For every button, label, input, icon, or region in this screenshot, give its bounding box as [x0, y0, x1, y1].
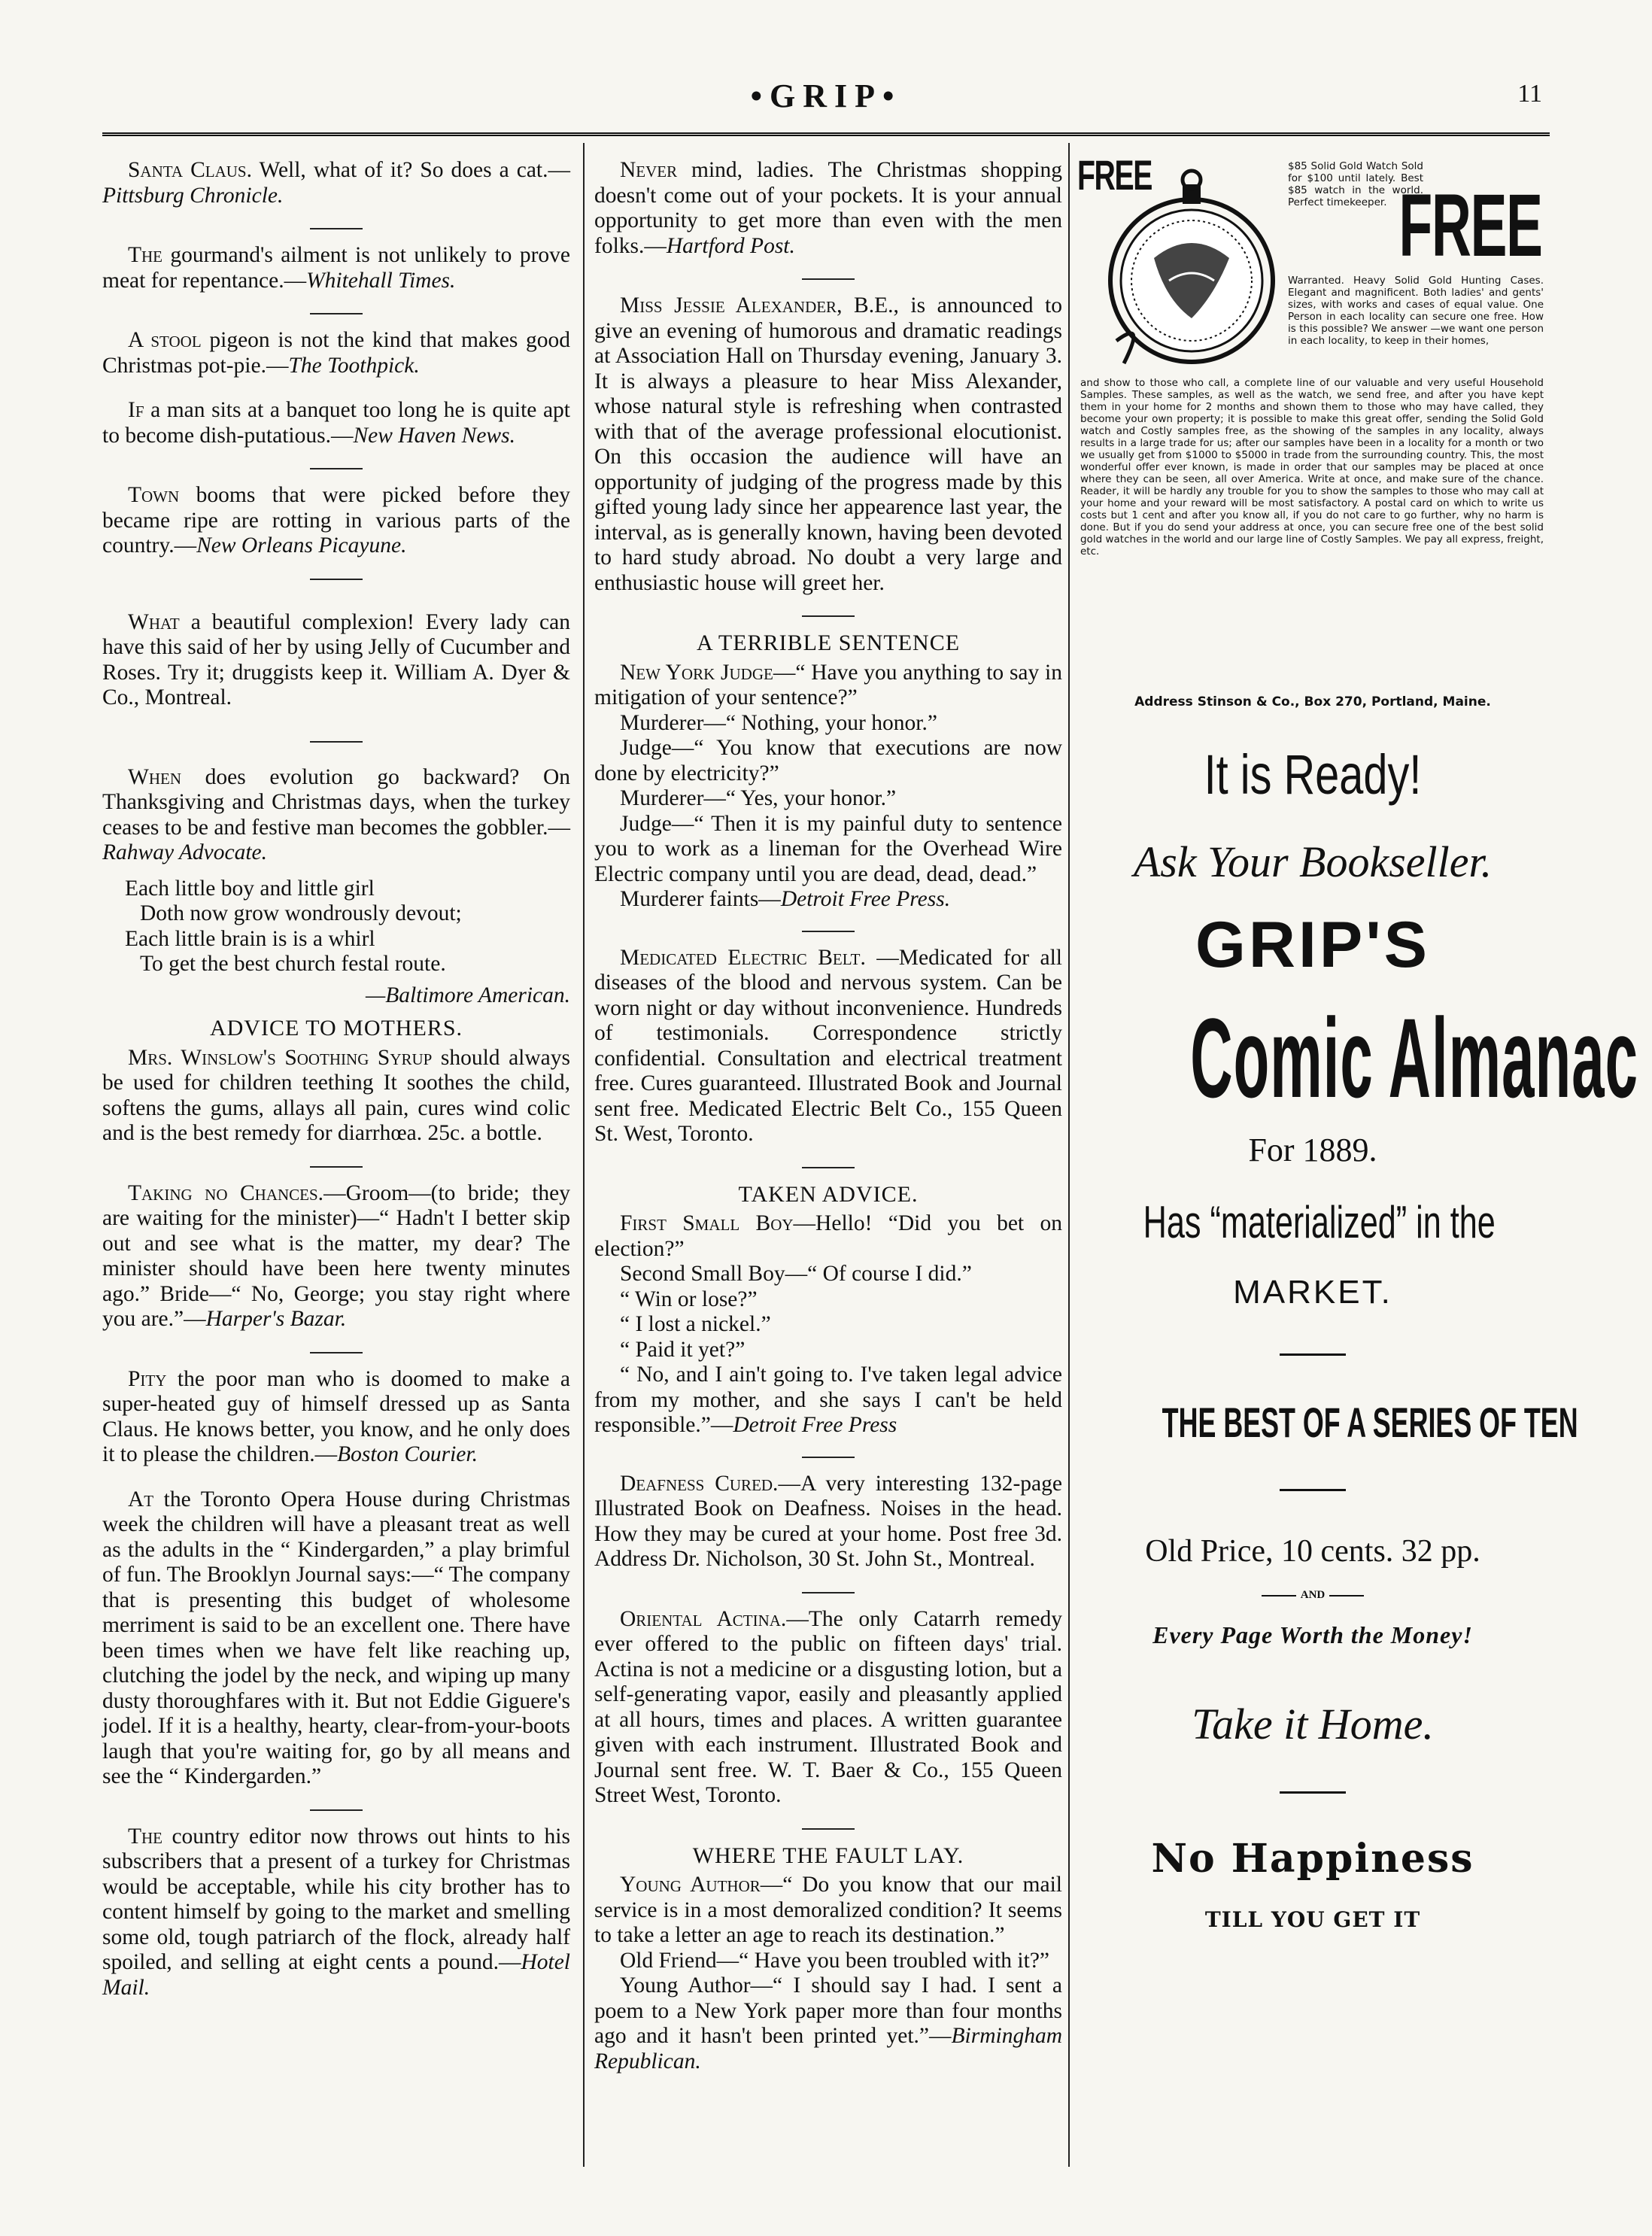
item-advice: Mrs. Winslow's Soothing Syrup should always be used for children teething It soothes the child, softens the gums, allays all pain, cures wind colic and is the best remedy for diarrhœa. 25c. a bottle.: [102, 1045, 571, 1145]
masthead: •GRIP•: [750, 77, 902, 114]
grips-title: GRIP'S: [1195, 909, 1431, 981]
separator: [802, 1828, 855, 1830]
item-alexander: Miss Jessie Alexander, B.E., is announced to give an evening of humorous and dramatic readings at Association Hall on Thursday evening, January 3. It is always a pleasure to hear Miss Alexander, whose natural style is refreshing when contrasted with that of the average professional elocutionist. On this occasion the audience will have an opportunity of judging of the progress made by this gifted young lady since her appearence last year, the interval, as is generally known, having been devoted to hard study abroad. No doubt a very large and enthusiastic house will greet her.: [594, 293, 1062, 595]
separator: [310, 313, 363, 314]
item-booms: Town booms that were picked before they became ripe are rotting in various parts of the country.—New Orleans Picayune.: [102, 483, 570, 557]
no-happiness: No Happiness: [1151, 1836, 1474, 1882]
fault-heading: WHERE THE FAULT LAY.: [692, 1843, 964, 1868]
separator: [310, 1166, 363, 1168]
ready-line: It is Ready!: [1204, 743, 1422, 806]
item-complexion: What a beautiful complexion! Every lady can have this said of her by using Jelly of Cucumber and Roses. Try it; druggists keep it. William A. Dyer & Co., Montreal.: [102, 609, 570, 709]
item-belt: Medicated Electric Belt. —Medicated for all diseases of the blood and nervous system. Can be worn night or day without inconvenience. Hundreds of testimonials. Correspondence strictly confidential. Consultation and electrical treatment free. Cures guaranteed. Illustrated Book and Journal sent free. Medicated Electric Belt Co., 155 Queen St. West, Toronto.: [594, 945, 1062, 1146]
separator: [310, 579, 363, 580]
almanac-advertisement: [1077, 743, 1639, 1932]
item-gourmand: The gourmand's ailment is not unlikely to prove meat for repentance.—Whitehall Times.: [102, 243, 570, 293]
column-1: [102, 158, 570, 2020]
free-right-label: FREE: [1398, 176, 1542, 275]
free-left-label: FREE: [1077, 151, 1152, 199]
price-line: Old Price, 10 cents. 32 pp.: [1145, 1534, 1480, 1569]
year-line: For 1889.: [1248, 1132, 1377, 1168]
watch-advertisement: FREE FREE $85 Solid Gold Watch Sold for $100 until lately. Best $85 watch in the world. Perfect timekeeper. Warranted. Heavy Solid Gold Hunting Cases. Elegant and magnificent. Both ladies' and gents' sizes, with works and cases of equal value. One Person in each locality can secure one free. How is this possible? We answer —we want one person in each locality, to keep in their homes, and show to those who call, a complete line of our valuable and very useful Household Samples. These samples, as well as the watch, we send free, and after you have kept them in your home for 2 months and shown them to those who may have called, they become your own property; it is possible to make this great offer, sending the Solid Gold watch and Costly samples free, as the showing of the samples in any locality, always results in a large trade for us; after our samples have been in a locality for a month or two we usually get from $1000 to $5000 in trade from the surrounding country. This, the most wonderful offer ever known, is made in order that our samples may be placed at once where they can be seen, all over America. Write at once, and make sure of the chance. Reader, it will be hardly any trouble for you to show the samples to those who may call at your home and your reward will be most satisfactory. A postal card on which to write us costs but 1 cent and after you know all, if you do not care to go further, why no harm is done. But if you do send your address at once, you can secure free one of the best solid gold watches in the world and our large line of Costly Samples. We pay all express, freight, etc. Address Stinson & Co., Box 270, Portland, Maine.: [1077, 154, 1548, 726]
item-evolution: When does evolution go backward? On Thanksgiving and Christmas days, when the turkey ceases to be and festive man becomes the gobbler.—Rahway Advocate.: [102, 764, 570, 864]
taken-dialogue: First Small Boy—Hello! “Did you bet on election?” Second Small Boy—“ Of course I did.” “ Win or lose?” “ I lost a nickel.” “ Paid it yet?” “ No, and I ain't going to. I've taken legal advice from my mother, and she says I can't be held responsible.”—Detroit Free Press: [594, 1211, 1062, 1437]
separator: [310, 468, 363, 469]
item-editor: The country editor now throws out hints to his subscribers that a present of a turkey for Christmas would be acceptable, while his city brother has to content himself by going to the market and smelling some old, tough patriarch of the flock, already half spoiled, and selling at eight cents a pound.—Hotel Mail.: [102, 1824, 570, 2000]
header-rule: [102, 132, 1550, 136]
separator: [310, 741, 363, 743]
item-pity: Pity the poor man who is doomed to make a super-heated guy of himself dressed up as Santa Claus. He knows better, you know, and he only does it to please the children.—Boston Courier.: [102, 1366, 570, 1466]
item-deafness: Deafness Cured.—A very interesting 132-page Illustrated Book on Deafness. Noises in the head. How they may be cured at your home. Post free 3d. Address Dr. Nicholson, 30 St. John St., Montreal.: [594, 1471, 1062, 1571]
separator: [802, 1457, 855, 1458]
separator: [310, 1809, 363, 1811]
separator: [802, 278, 855, 280]
poem: Each little boy and little girl Doth now grow wondrously devout; Each little brain is is a whirl To get the best church festal route. —Baltimore American.: [125, 876, 570, 1007]
terrible-dialogue: New York Judge—“ Have you anything to say in mitigation of your sentence?” Murderer—“ Nothing, your honor.” Judge—“ You know that executions are now done by electricity?” Murderer—“ Yes, your honor.” Judge—“ Then it is my painful duty to sentence you to work as a lineman for the Overhead Wire Electric company until you are dead, dead, dead.” Murderer faints—Detroit Free Press.: [594, 660, 1062, 911]
item-actina: Oriental Actina.—The only Catarrh remedy ever offered to the public on fifteen days' trial. Actina is not a medicine or a disgusting lotion, but a self-generating vapor, easily and pleasantly applied at all hours, times and places. A written guarantee given with each instrument. Illustrated Book and Journal sent free. W. T. Baer & Co., 155 Queen Street West, Toronto.: [594, 1606, 1062, 1807]
separator: [802, 1167, 855, 1168]
page-number: 11: [1517, 80, 1542, 108]
divider: [1280, 1791, 1346, 1794]
item-santa: Santa Claus. Well, what of it? So does a cat.—Pittsburg Chronicle.: [102, 158, 570, 208]
separator: [310, 228, 363, 229]
column-rule-1: [583, 143, 585, 2167]
pocket-watch-illustration: [1094, 168, 1282, 371]
item-pigeon: A stool pigeon is not the kind that makes good Christmas pot-pie.—The Toothpick.: [102, 328, 571, 378]
item-banquet: If a man sits at a banquet too long he is quite apt to become dish-putatious.—New Haven News.: [102, 398, 570, 448]
comic-almanac-title: Comic Almanac: [1190, 995, 1639, 1121]
best-of-series: THE BEST OF A SERIES OF TEN: [1162, 1399, 1578, 1446]
fault-dialogue: Young Author—“ Do you know that our mail service is in a most demoralized condition? It seems to take a letter an age to reach its destination.” Old Friend—“ Have you been troubled with it?” Young Author—“ I should say I had. I sent a poem to a New York paper more than four months ago and it hasn't been printed yet.”—Birmingham Republican.: [594, 1873, 1062, 2073]
separator: [802, 615, 855, 617]
advice-heading: ADVICE TO MOTHERS.: [209, 1016, 463, 1041]
advertisement-column: [1077, 151, 1639, 1932]
separator: [802, 931, 855, 932]
divider: [1280, 1489, 1346, 1491]
ask-bookseller: Ask Your Bookseller.: [1133, 837, 1493, 886]
separator: [310, 1352, 363, 1353]
every-page-line: Every Page Worth the Money!: [1152, 1621, 1473, 1648]
watch-ad-address: Address Stinson & Co., Box 270, Portland, Maine.: [1134, 694, 1491, 709]
till-you-get-it: TILL YOU GET IT: [1204, 1907, 1421, 1932]
column-2: [594, 158, 1062, 2074]
materialized-line: Has “materialized” in the: [1143, 1197, 1496, 1247]
page-header: [102, 77, 1550, 122]
item-never-mind: Never mind, ladies. The Christmas shopping doesn't come out of your pockets. It is your annual opportunity to get more than even with the men folks.—Hartford Post.: [594, 158, 1062, 258]
taken-heading: TAKEN ADVICE.: [738, 1181, 919, 1207]
column-rule-2: [1068, 143, 1070, 2167]
item-chances: Taking no Chances.—Groom—(to bride; they are waiting for the minister)—“ Hadn't I better skip out and see what is the matter, my dear? The minister should have been here twenty minutes ago.” Bride—“ No, George; you stay right where you are.”—Harper's Bazar.: [102, 1180, 570, 1331]
terrible-heading: A TERRIBLE SENTENCE: [696, 630, 961, 655]
separator: [802, 1592, 855, 1593]
and-line: AND: [1077, 1589, 1548, 1602]
item-opera: At the Toronto Opera House during Christmas week the children will have a pleasant treat as well as the adults in the “ Kindergarden,” a play brimful of fun. The Brooklyn Journal says:—“ The company that is presenting this budget of wholesome merriment is said to be an excellent one. There have been times when we have felt like reaching up, clutching the jodel by the neck, and wiping up many dusty thoroughfares with it. But not Eddie Giguere's jodel. If it is a healthy, hearty, clear-from-your-boots laugh that you're waiting for, go by all means and see the “ Kindergarden.”: [102, 1487, 570, 1788]
divider: [1280, 1353, 1346, 1356]
market-line: MARKET.: [1233, 1274, 1392, 1311]
take-it-home: Take it Home.: [1192, 1700, 1434, 1748]
